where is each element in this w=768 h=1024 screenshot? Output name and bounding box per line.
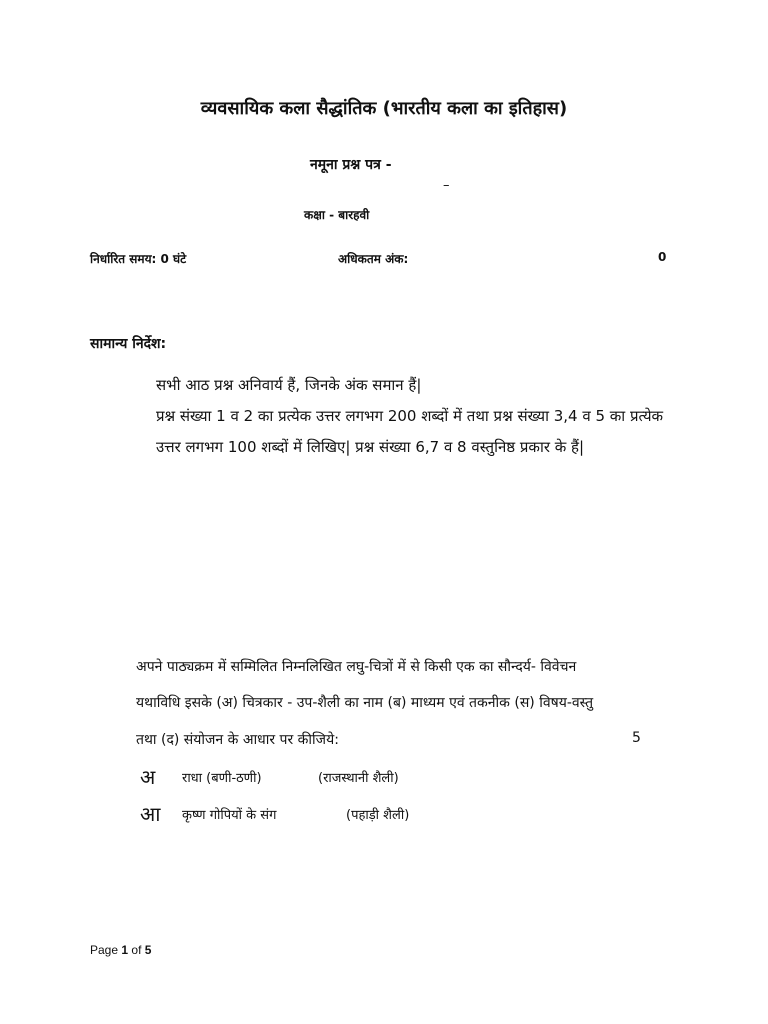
time-allowed: निर्धारित समय: 0 घंटे (90, 252, 187, 266)
instruction-line-1: सभी आठ प्रश्न अनिवार्य हैं, जिनके अंक समान हैं| (156, 376, 422, 394)
total-pages: 5 (144, 943, 152, 957)
general-instructions-heading: सामान्य निर्देश: (90, 336, 167, 352)
instruction-line-2: प्रश्न संख्या 1 व 2 का प्रत्येक उत्तर लगभग 200 शब्दों में तथा प्रश्न संख्या 3,4 व 5 का प्रत्येक उत्तर लगभग 100 शब्दों में लिखिए| प्रश्न संख्या 6,7 व 8 वस्तुनिष्ठ प्रकार के हैं| (156, 407, 664, 456)
option-a-painting: राधा (बणी-ठणी) (182, 771, 262, 786)
of-word: of (131, 943, 142, 957)
max-marks-label: अधिकतम अंक: (338, 252, 409, 266)
option-aa-style: (पहाड़ी शैली) (346, 808, 410, 823)
question-line-2: यथाविधि इसके (अ) चित्रकार - उप-शैली का नाम (ब) माध्यम एवं तकनीक (स) विषय-वस्तु (136, 695, 594, 711)
question-marks: 5 (632, 730, 641, 746)
max-marks-value: 0 (658, 250, 667, 264)
option-a-letter: अ (140, 765, 156, 789)
question-line-1: अपने पाठ्यक्रम में सम्मिलित निम्नलिखित लघु-चित्रों में से किसी एक का सौन्दर्य- विवेचन (136, 659, 577, 675)
class-line: कक्षा - बारहवी (304, 208, 370, 222)
dash-mark: – (443, 178, 450, 193)
document-title: व्यवसायिक कला सैद्धांतिक (भारतीय कला का इतिहास) (200, 98, 568, 119)
option-aa-letter: आ (140, 802, 161, 826)
instructions-body (156, 370, 686, 463)
page-word: Page (90, 943, 119, 957)
sample-paper-heading: नमूना प्रश्न पत्र - (310, 157, 392, 173)
option-aa-painting: कृष्ण गोपियों के संग (182, 808, 277, 823)
current-page-number: 1 (121, 943, 129, 957)
question-line-3: तथा (द) संयोजन के आधार पर कीजिये: (136, 732, 339, 748)
option-a-style: (राजस्थानी शैली) (318, 771, 399, 786)
page-footer (90, 943, 151, 957)
